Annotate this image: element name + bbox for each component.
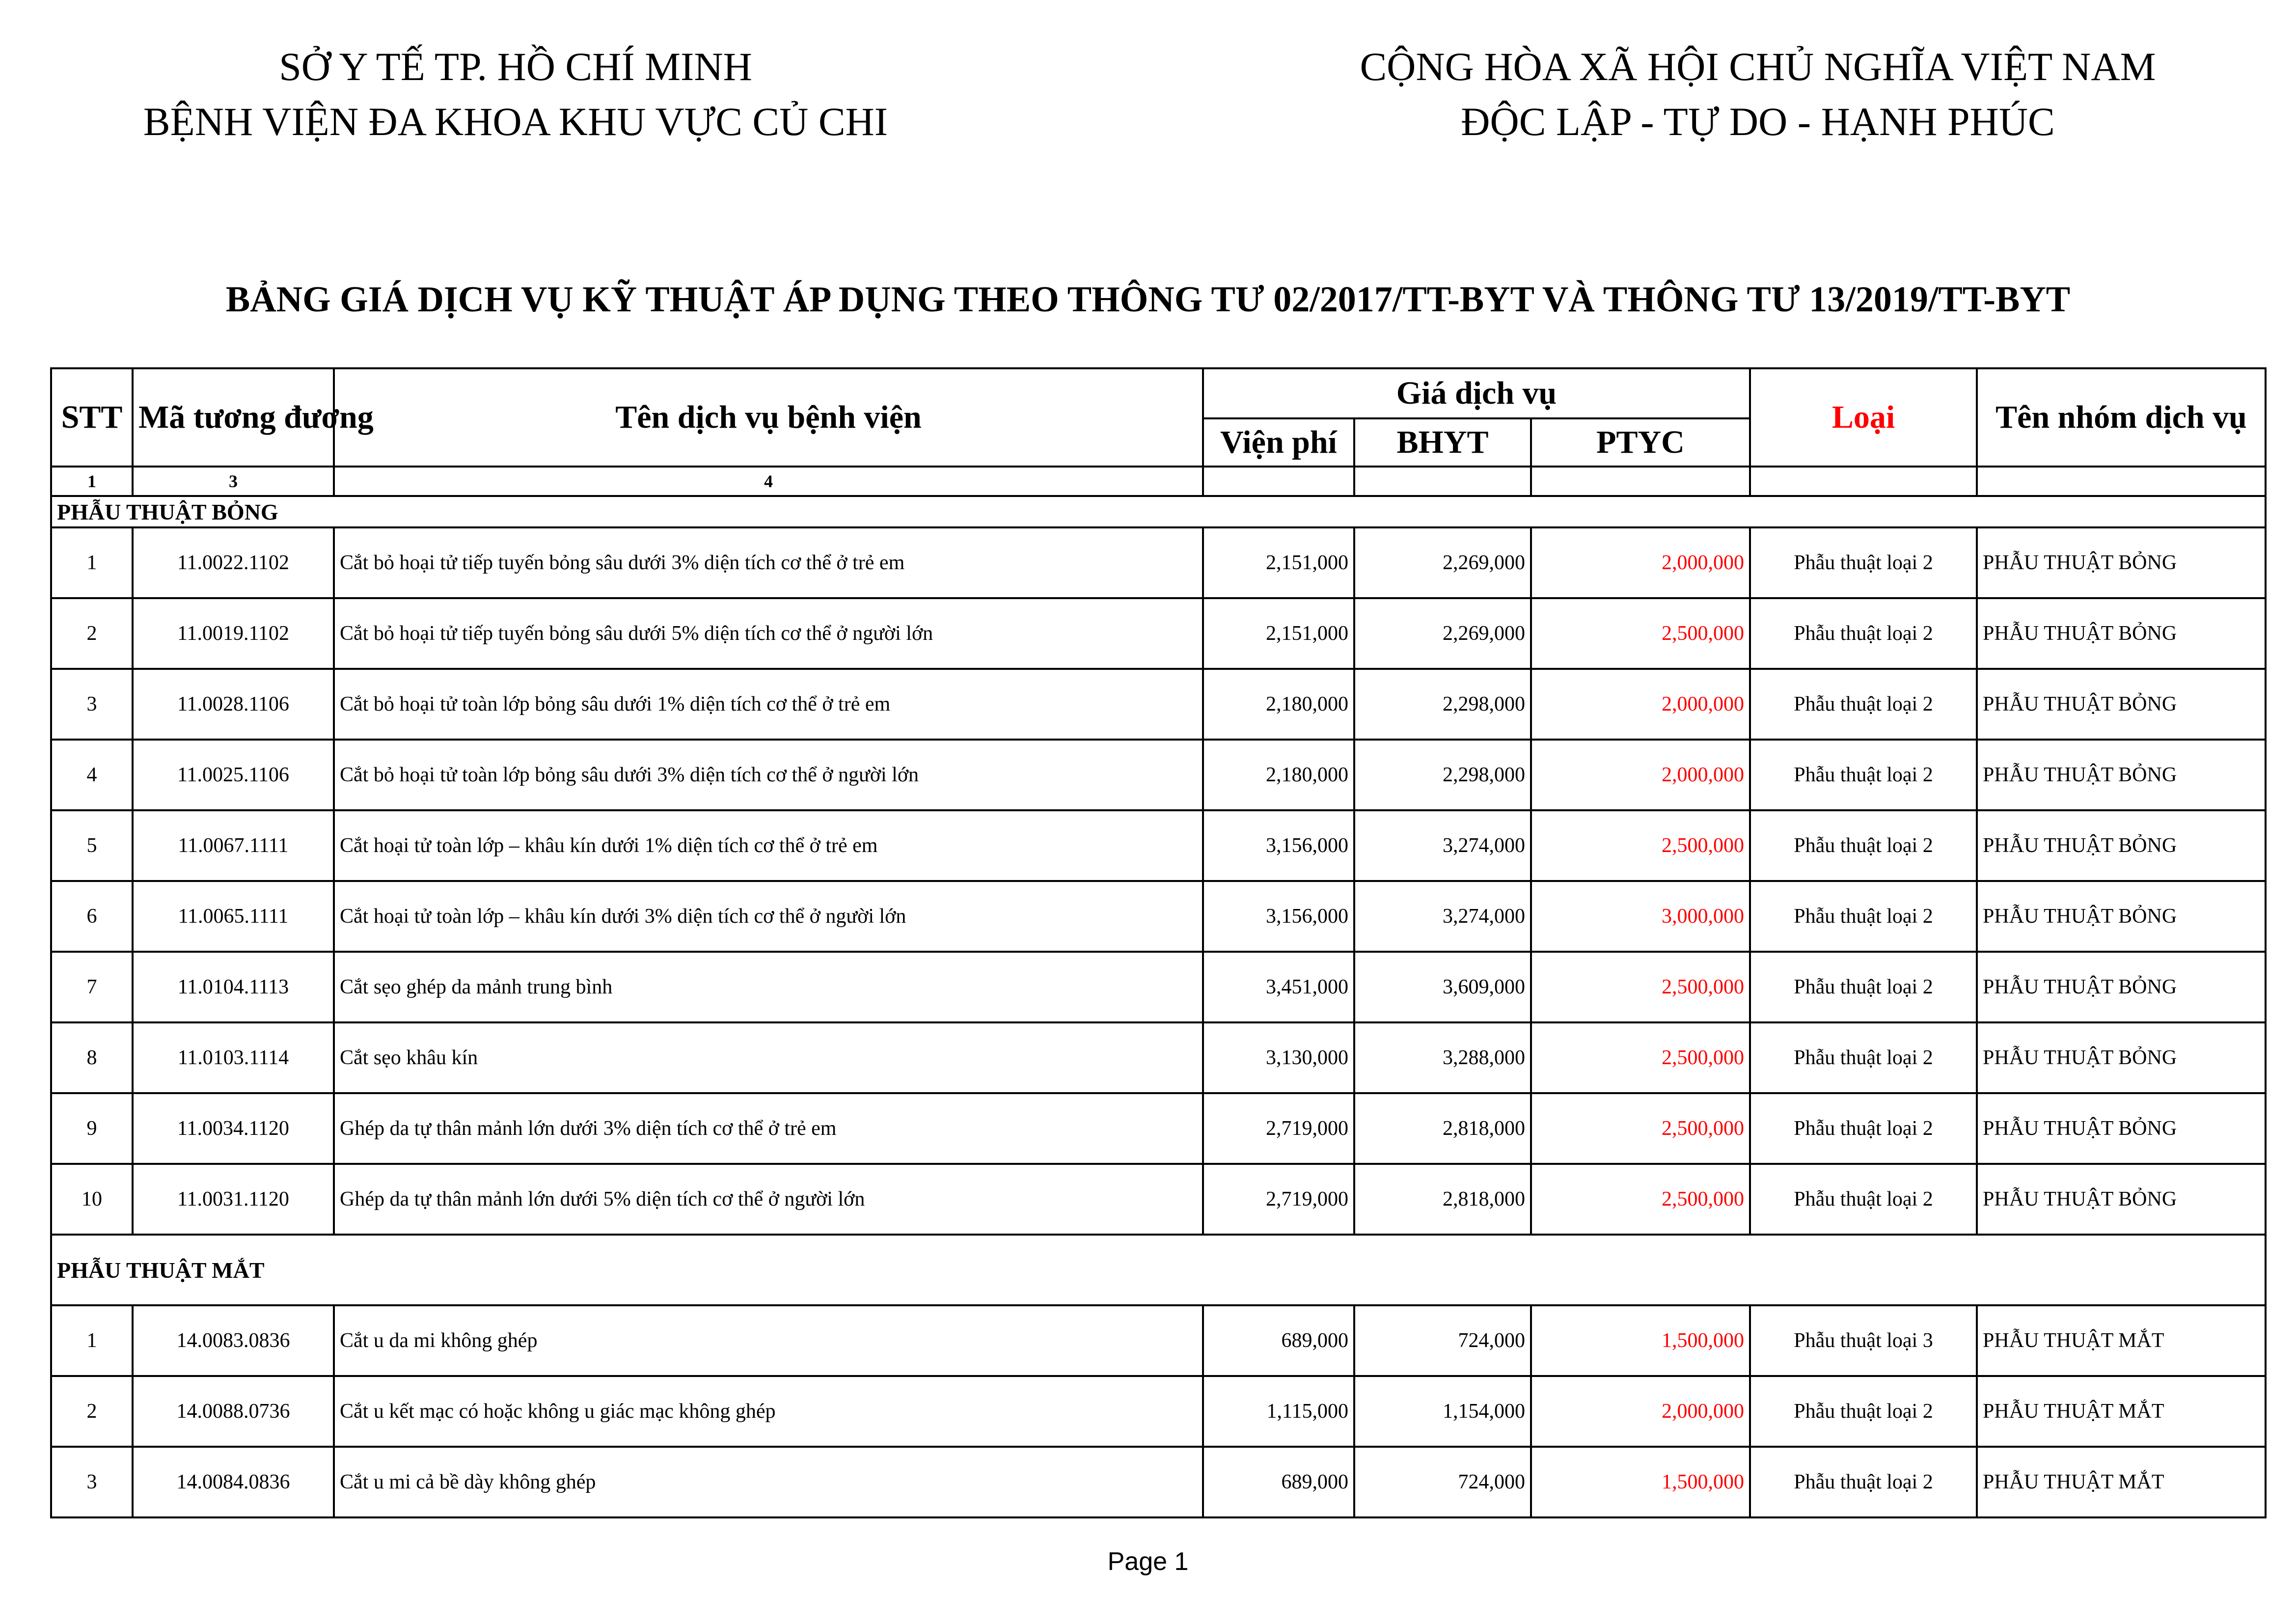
cell-stt: 4: [51, 740, 133, 810]
header-right: [1286, 39, 2229, 149]
section-row: [51, 1235, 2266, 1305]
cell-stt: 7: [51, 952, 133, 1022]
cell-loai: Phẫu thuật loại 2: [1750, 1093, 1977, 1164]
cell-ten-nhom: PHẪU THUẬT BỎNG: [1977, 1164, 2266, 1235]
cell-ma-tuong-duong: 14.0088.0736: [133, 1376, 334, 1447]
table-row: [51, 1093, 2266, 1164]
table-row: [51, 1022, 2266, 1093]
cell-bhyt: 2,298,000: [1354, 669, 1531, 740]
cell-loai: Phẫu thuật loại 2: [1750, 669, 1977, 740]
cell-loai: Phẫu thuật loại 2: [1750, 1376, 1977, 1447]
cell-stt: 2: [51, 1376, 133, 1447]
cell-ptyc: 1,500,000: [1531, 1447, 1750, 1517]
cell-ma-tuong-duong: 11.0028.1106: [133, 669, 334, 740]
cell-vien-phi: 2,180,000: [1203, 740, 1354, 810]
header-left: [98, 39, 933, 149]
empty-cell: [1354, 467, 1531, 496]
cell-vien-phi: 2,719,000: [1203, 1164, 1354, 1235]
cell-vien-phi: 689,000: [1203, 1305, 1354, 1376]
cell-vien-phi: 3,156,000: [1203, 881, 1354, 952]
cell-vien-phi: 2,180,000: [1203, 669, 1354, 740]
table-row: [51, 527, 2266, 598]
cell-ptyc: 3,000,000: [1531, 881, 1750, 952]
document-title: BẢNG GIÁ DỊCH VỤ KỸ THUẬT ÁP DỤNG THEO THÔNG TƯ 02/2017/TT-BYT VÀ THÔNG TƯ 13/2019/TT-BYT: [225, 279, 2071, 320]
table-row: [51, 598, 2266, 669]
cell-ten-dich-vu: Ghép da tự thân mảnh lớn dưới 5% diện tích cơ thể ở người lớn: [334, 1164, 1203, 1235]
cell-ten-nhom: PHẪU THUẬT BỎNG: [1977, 1093, 2266, 1164]
cell-ten-nhom: PHẪU THUẬT BỎNG: [1977, 527, 2266, 598]
header-ma-tuong-duong: Mã tương đương: [133, 368, 334, 467]
column-number: 1: [51, 467, 133, 496]
table-row: [51, 952, 2266, 1022]
table-row: [51, 1305, 2266, 1376]
cell-ten-dich-vu: Cắt sẹo khâu kín: [334, 1022, 1203, 1093]
cell-bhyt: 1,154,000: [1354, 1376, 1531, 1447]
cell-bhyt: 2,818,000: [1354, 1093, 1531, 1164]
cell-ma-tuong-duong: 14.0084.0836: [133, 1447, 334, 1517]
cell-ten-dich-vu: Cắt bỏ hoại tử tiếp tuyến bỏng sâu dưới 3% diện tích cơ thể ở trẻ em: [334, 527, 1203, 598]
table-row: [51, 1376, 2266, 1447]
cell-stt: 1: [51, 1305, 133, 1376]
cell-ten-dich-vu: Ghép da tự thân mảnh lớn dưới 3% diện tích cơ thể ở trẻ em: [334, 1093, 1203, 1164]
cell-loai: Phẫu thuật loại 2: [1750, 598, 1977, 669]
cell-loai: Phẫu thuật loại 2: [1750, 1164, 1977, 1235]
header-ten-nhom: Tên nhóm dịch vụ: [1977, 368, 2266, 467]
cell-ptyc: 1,500,000: [1531, 1305, 1750, 1376]
cell-vien-phi: 3,156,000: [1203, 810, 1354, 881]
cell-ten-nhom: PHẪU THUẬT BỎNG: [1977, 740, 2266, 810]
cell-ma-tuong-duong: 11.0103.1114: [133, 1022, 334, 1093]
header-ptyc: PTYC: [1531, 418, 1750, 467]
cell-ten-dich-vu: Cắt bỏ hoại tử toàn lớp bỏng sâu dưới 3% diện tích cơ thể ở người lớn: [334, 740, 1203, 810]
empty-cell: [1203, 467, 1354, 496]
cell-loai: Phẫu thuật loại 2: [1750, 740, 1977, 810]
table-row: [51, 810, 2266, 881]
cell-loai: Phẫu thuật loại 2: [1750, 881, 1977, 952]
cell-ten-nhom: PHẪU THUẬT MẮT: [1977, 1447, 2266, 1517]
cell-stt: 1: [51, 527, 133, 598]
column-number: 4: [334, 467, 1203, 496]
section-row: [51, 496, 2266, 527]
cell-ten-dich-vu: Cắt sẹo ghép da mảnh trung bình: [334, 952, 1203, 1022]
cell-vien-phi: 1,115,000: [1203, 1376, 1354, 1447]
cell-ma-tuong-duong: 11.0065.1111: [133, 881, 334, 952]
cell-ptyc: 2,500,000: [1531, 598, 1750, 669]
page-number: Page 1: [1107, 1547, 1189, 1576]
table-row: [51, 1164, 2266, 1235]
cell-ten-dich-vu: Cắt bỏ hoại tử toàn lớp bỏng sâu dưới 1% diện tích cơ thể ở trẻ em: [334, 669, 1203, 740]
table-row: [51, 669, 2266, 740]
section-title: PHẪU THUẬT BỎNG: [51, 496, 2266, 527]
cell-ma-tuong-duong: 11.0067.1111: [133, 810, 334, 881]
cell-ptyc: 2,000,000: [1531, 669, 1750, 740]
header-stt: STT: [51, 368, 133, 467]
national-motto: ĐỘC LẬP - TỰ DO - HẠNH PHÚC: [1461, 99, 2055, 144]
cell-ma-tuong-duong: 11.0031.1120: [133, 1164, 334, 1235]
cell-ptyc: 2,500,000: [1531, 1093, 1750, 1164]
cell-bhyt: 724,000: [1354, 1447, 1531, 1517]
cell-ten-dich-vu: Cắt u kết mạc có hoặc không u giác mạc không ghép: [334, 1376, 1203, 1447]
cell-bhyt: 2,298,000: [1354, 740, 1531, 810]
cell-bhyt: 3,274,000: [1354, 881, 1531, 952]
cell-ten-dich-vu: Cắt u da mi không ghép: [334, 1305, 1203, 1376]
cell-ten-nhom: PHẪU THUẬT BỎNG: [1977, 598, 2266, 669]
column-number: 3: [133, 467, 334, 496]
table-body: [51, 467, 2266, 1517]
cell-loai: Phẫu thuật loại 2: [1750, 1022, 1977, 1093]
table-row: [51, 1447, 2266, 1517]
national-title: CỘNG HÒA XÃ HỘI CHỦ NGHĨA VIỆT NAM: [1360, 44, 2156, 89]
cell-loai: Phẫu thuật loại 2: [1750, 527, 1977, 598]
cell-stt: 8: [51, 1022, 133, 1093]
cell-ma-tuong-duong: 11.0025.1106: [133, 740, 334, 810]
cell-ten-nhom: PHẪU THUẬT BỎNG: [1977, 881, 2266, 952]
cell-ptyc: 2,000,000: [1531, 740, 1750, 810]
department-name: SỞ Y TẾ TP. HỒ CHÍ MINH: [279, 44, 752, 89]
cell-stt: 10: [51, 1164, 133, 1235]
cell-ptyc: 2,000,000: [1531, 527, 1750, 598]
cell-ptyc: 2,500,000: [1531, 1022, 1750, 1093]
header-bhyt: BHYT: [1354, 418, 1531, 467]
cell-ma-tuong-duong: 11.0019.1102: [133, 598, 334, 669]
cell-vien-phi: 689,000: [1203, 1447, 1354, 1517]
cell-stt: 9: [51, 1093, 133, 1164]
table-row: [51, 740, 2266, 810]
section-title: PHẪU THUẬT MẮT: [51, 1235, 2266, 1305]
cell-bhyt: 3,274,000: [1354, 810, 1531, 881]
cell-ten-nhom: PHẪU THUẬT BỎNG: [1977, 810, 2266, 881]
cell-ma-tuong-duong: 11.0034.1120: [133, 1093, 334, 1164]
cell-bhyt: 2,818,000: [1354, 1164, 1531, 1235]
cell-bhyt: 2,269,000: [1354, 527, 1531, 598]
cell-stt: 5: [51, 810, 133, 881]
cell-bhyt: 3,288,000: [1354, 1022, 1531, 1093]
cell-ma-tuong-duong: 11.0104.1113: [133, 952, 334, 1022]
price-table: [50, 367, 2267, 1518]
cell-bhyt: 2,269,000: [1354, 598, 1531, 669]
cell-ptyc: 2,500,000: [1531, 952, 1750, 1022]
cell-loai: Phẫu thuật loại 2: [1750, 1447, 1977, 1517]
cell-stt: 6: [51, 881, 133, 952]
cell-bhyt: 3,609,000: [1354, 952, 1531, 1022]
cell-vien-phi: 2,151,000: [1203, 598, 1354, 669]
cell-vien-phi: 2,151,000: [1203, 527, 1354, 598]
cell-vien-phi: 3,130,000: [1203, 1022, 1354, 1093]
empty-cell: [1750, 467, 1977, 496]
cell-ma-tuong-duong: 11.0022.1102: [133, 527, 334, 598]
cell-vien-phi: 3,451,000: [1203, 952, 1354, 1022]
header-loai: Loại: [1750, 368, 1977, 467]
cell-ptyc: 2,500,000: [1531, 810, 1750, 881]
empty-cell: [1977, 467, 2266, 496]
cell-ten-dich-vu: Cắt hoại tử toàn lớp – khâu kín dưới 1% diện tích cơ thể ở trẻ em: [334, 810, 1203, 881]
cell-loai: Phẫu thuật loại 3: [1750, 1305, 1977, 1376]
cell-ten-nhom: PHẪU THUẬT MẮT: [1977, 1305, 2266, 1376]
cell-ten-dich-vu: Cắt bỏ hoại tử tiếp tuyến bỏng sâu dưới 5% diện tích cơ thể ở người lớn: [334, 598, 1203, 669]
cell-stt: 2: [51, 598, 133, 669]
cell-ptyc: 2,500,000: [1531, 1164, 1750, 1235]
cell-ten-nhom: PHẪU THUẬT BỎNG: [1977, 1022, 2266, 1093]
cell-bhyt: 724,000: [1354, 1305, 1531, 1376]
cell-stt: 3: [51, 669, 133, 740]
cell-ten-dich-vu: Cắt u mi cả bề dày không ghép: [334, 1447, 1203, 1517]
cell-ten-nhom: PHẪU THUẬT BỎNG: [1977, 952, 2266, 1022]
cell-ten-nhom: PHẪU THUẬT BỎNG: [1977, 669, 2266, 740]
hospital-name: BỆNH VIỆN ĐA KHOA KHU VỰC CỦ CHI: [143, 99, 888, 144]
cell-ten-dich-vu: Cắt hoại tử toàn lớp – khâu kín dưới 3% diện tích cơ thể ở người lớn: [334, 881, 1203, 952]
header-gia-dich-vu: Giá dịch vụ: [1203, 368, 1750, 418]
empty-cell: [1531, 467, 1750, 496]
cell-stt: 3: [51, 1447, 133, 1517]
cell-ptyc: 2,000,000: [1531, 1376, 1750, 1447]
cell-ten-nhom: PHẪU THUẬT MẮT: [1977, 1376, 2266, 1447]
column-number-row: [51, 467, 2266, 496]
cell-vien-phi: 2,719,000: [1203, 1093, 1354, 1164]
header-ten-dich-vu: Tên dịch vụ bệnh viện: [334, 368, 1203, 467]
cell-ma-tuong-duong: 14.0083.0836: [133, 1305, 334, 1376]
header-vien-phi: Viện phí: [1203, 418, 1354, 467]
cell-loai: Phẫu thuật loại 2: [1750, 952, 1977, 1022]
table-row: [51, 881, 2266, 952]
cell-loai: Phẫu thuật loại 2: [1750, 810, 1977, 881]
